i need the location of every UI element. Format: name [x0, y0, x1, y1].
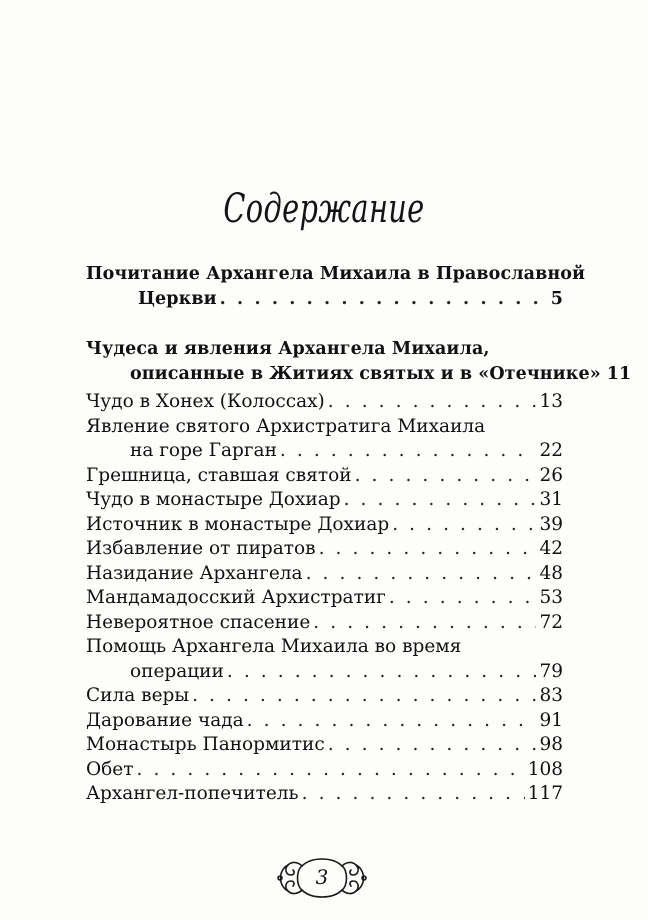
toc-page-number[interactable]: 91: [539, 709, 563, 731]
toc-page-number[interactable]: 72: [539, 611, 563, 633]
toc-entry-title: Избавление от пиратов: [86, 538, 316, 559]
toc-entry: [86, 390, 563, 415]
dot-leader: [313, 611, 536, 636]
toc-entry: [86, 733, 563, 758]
toc-entry-title: Источник в монастыре Дохиар: [86, 513, 390, 535]
toc-entry-title: Церкви: [138, 288, 217, 309]
toc-page-number[interactable]: 31: [539, 489, 563, 510]
toc-entry-title: Мандамадосский Архистратиг: [86, 587, 386, 608]
toc-entry-title: операции: [130, 660, 224, 682]
table-of-contents: [86, 262, 632, 807]
page-title: Содержание: [223, 186, 425, 232]
toc-entry-title: Архангел-попечитель: [86, 783, 299, 804]
toc-entry: [86, 586, 563, 611]
toc-page-number[interactable]: 42: [539, 538, 563, 559]
dot-leader: [355, 464, 537, 489]
toc-entry: [86, 337, 632, 386]
page-number: 3: [315, 865, 329, 889]
dot-leader: [344, 488, 537, 513]
toc-page-number[interactable]: 13: [539, 391, 563, 412]
toc-page-number[interactable]: 98: [539, 734, 563, 755]
toc-entry-title: Чудо в монастыре Дохиар: [86, 489, 341, 510]
toc-entry: [86, 513, 563, 538]
toc-entry-title: Чудеса и явления Архангела Михаила,: [86, 339, 490, 359]
toc-entry-title: Дарование чада: [86, 709, 244, 731]
dot-leader: [280, 439, 537, 464]
toc-entry: [86, 562, 563, 587]
toc-page-number[interactable]: 5: [550, 288, 563, 309]
toc-entry-title: Чудо в Хонех (Колоссах): [86, 391, 325, 412]
dot-leader: [392, 513, 536, 538]
toc-page-number[interactable]: 79: [539, 660, 563, 682]
toc-entry-title: Монастырь Панормитис: [86, 734, 325, 755]
toc-entry-title: Назидание Архангела: [86, 562, 303, 584]
toc-page-number[interactable]: 53: [539, 587, 563, 608]
dot-leader: [227, 660, 537, 685]
dot-leader: [306, 562, 537, 587]
toc-entry-title: Обет: [86, 758, 134, 780]
toc-entry: [86, 635, 563, 684]
toc-page-number[interactable]: 22: [539, 440, 563, 461]
dot-leader: [328, 733, 537, 758]
toc-page-number[interactable]: 26: [539, 464, 563, 486]
dot-leader: [302, 782, 525, 807]
dot-leader: [319, 537, 537, 562]
toc-page-number[interactable]: 39: [539, 513, 563, 535]
toc-entry: [86, 415, 563, 464]
page-number-ornament: [272, 856, 372, 900]
dot-leader: [389, 586, 537, 611]
toc-entry-title: на горе Гарган: [130, 440, 277, 461]
toc-entry-title: Грешница, ставшая святой: [86, 464, 352, 486]
toc-entry: [86, 611, 563, 636]
dot-leader: [328, 390, 537, 415]
toc-entry-title: Сила веры: [86, 685, 190, 706]
toc-page-number[interactable]: 11: [606, 363, 632, 384]
toc-entry: [86, 782, 563, 807]
toc-page-number[interactable]: 108: [527, 758, 563, 780]
dot-leader: [137, 758, 525, 783]
toc-entry: [86, 464, 563, 489]
toc-entry-title: описанные в Житиях святых и в «Отечнике»: [130, 363, 601, 384]
toc-entry-title: Помощь Архангела Михаила во время: [86, 636, 462, 657]
dot-leader: [220, 287, 548, 312]
toc-entry: [86, 709, 563, 734]
toc-entry-title: Почитание Архангела Михаила в Православной: [86, 264, 586, 284]
dot-leader: [192, 684, 536, 709]
toc-entry: [86, 262, 586, 311]
toc-entry-title: Явление святого Архистратига Михаила: [86, 415, 486, 437]
toc-entry: [86, 488, 563, 513]
toc-page-number[interactable]: 83: [539, 685, 563, 706]
toc-entry: [86, 684, 563, 709]
toc-entry: [86, 537, 563, 562]
toc-entry-title: Невероятное спасение: [86, 611, 311, 633]
toc-page-number[interactable]: 48: [539, 562, 563, 584]
toc-page-number[interactable]: 117: [527, 783, 563, 804]
toc-entry: [86, 758, 563, 783]
dot-leader: [247, 709, 537, 734]
